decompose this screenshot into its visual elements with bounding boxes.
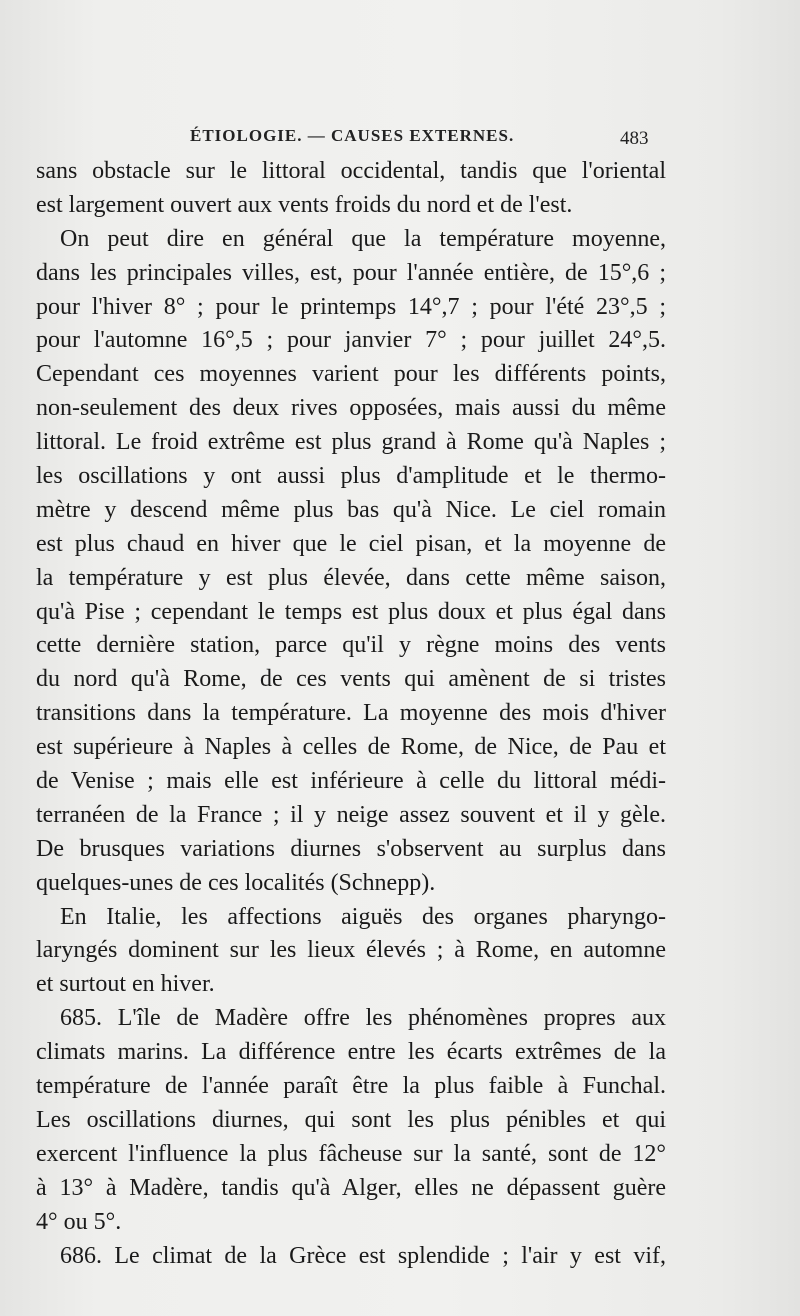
text-line: climats marins. La différence entre les écarts extrêmes de la <box>36 1039 666 1066</box>
text-line: sans obstacle sur le littoral occidental, tandis que l'oriental <box>36 158 666 184</box>
text-line: mètre y descend même plus bas qu'à Nice. Le ciel romain <box>36 496 666 523</box>
text-line: pour l'hiver 8° ; pour le printemps 14°,7 ; pour l'été 23°,5 ; <box>36 293 666 320</box>
text-line: transitions dans la température. La moyenne des mois d'hiver <box>36 700 666 727</box>
text-line: température de l'année paraît être la plus faible à Funchal. <box>36 1073 666 1100</box>
running-title: ÉTIOLOGIE. — CAUSES EXTERNES. <box>190 126 515 145</box>
text-line: En Italie, les affections aiguës des organes pharyngo- <box>60 903 666 930</box>
text-line: quelques-unes de ces localités (Schnepp). <box>36 869 436 896</box>
text-line: et surtout en hiver. <box>36 971 215 998</box>
text-line: 4° ou 5°. <box>36 1208 122 1235</box>
text-line: littoral. Le froid extrême est plus grand à Rome qu'à Naples ; <box>36 429 666 456</box>
text-line: dans les principales villes, est, pour l'année entière, de 15°,6 ; <box>36 259 666 286</box>
text-line: du nord qu'à Rome, de ces vents qui amènent de si tristes <box>36 666 666 693</box>
text-line: 686. Le climat de la Grèce est splendide ; l'air y est vif, <box>60 1242 666 1269</box>
text-line: 685. L'île de Madère offre les phénomènes propres aux <box>60 1005 666 1032</box>
text-line: Cependant ces moyennes varient pour les différents points, <box>36 361 666 388</box>
text-line: la température y est plus élevée, dans cette même saison, <box>36 564 666 591</box>
text-line: On peut dire en général que la température moyenne, <box>60 225 666 252</box>
text-line: non-seulement des deux rives opposées, mais aussi du même <box>36 395 666 422</box>
text-line: de Venise ; mais elle est inférieure à celle du littoral médi- <box>36 768 666 795</box>
text-line: Les oscillations diurnes, qui sont les plus pénibles et qui <box>36 1106 666 1133</box>
text-line: est supérieure à Naples à celles de Rome, de Nice, de Pau et <box>36 734 666 761</box>
text-line: terranéen de la France ; il y neige assez souvent et il y gèle. <box>36 801 666 828</box>
text-line: exercent l'influence la plus fâcheuse sur la santé, sont de 12° <box>36 1140 666 1167</box>
text-line: pour l'automne 16°,5 ; pour janvier 7° ; pour juillet 24°,5. <box>36 327 666 354</box>
body-text <box>36 155 666 1273</box>
text-line: est plus chaud en hiver que le ciel pisan, et la moyenne de <box>36 530 666 557</box>
text-line: qu'à Pise ; cependant le temps est plus doux et plus égal dans <box>36 598 666 625</box>
text-line: laryngés dominent sur les lieux élevés ; à Rome, en automne <box>36 937 666 964</box>
text-line: à 13° à Madère, tandis qu'à Alger, elles ne dépassent guère <box>36 1174 666 1201</box>
page-number: 483 <box>620 128 649 149</box>
text-line: les oscillations y ont aussi plus d'amplitude et le thermo- <box>36 463 666 490</box>
text-line: De brusques variations diurnes s'observent au surplus dans <box>36 835 666 862</box>
text-line: est largement ouvert aux vents froids du nord et de l'est. <box>36 191 573 218</box>
text-line: cette dernière station, parce qu'il y règne moins des vents <box>36 632 666 659</box>
